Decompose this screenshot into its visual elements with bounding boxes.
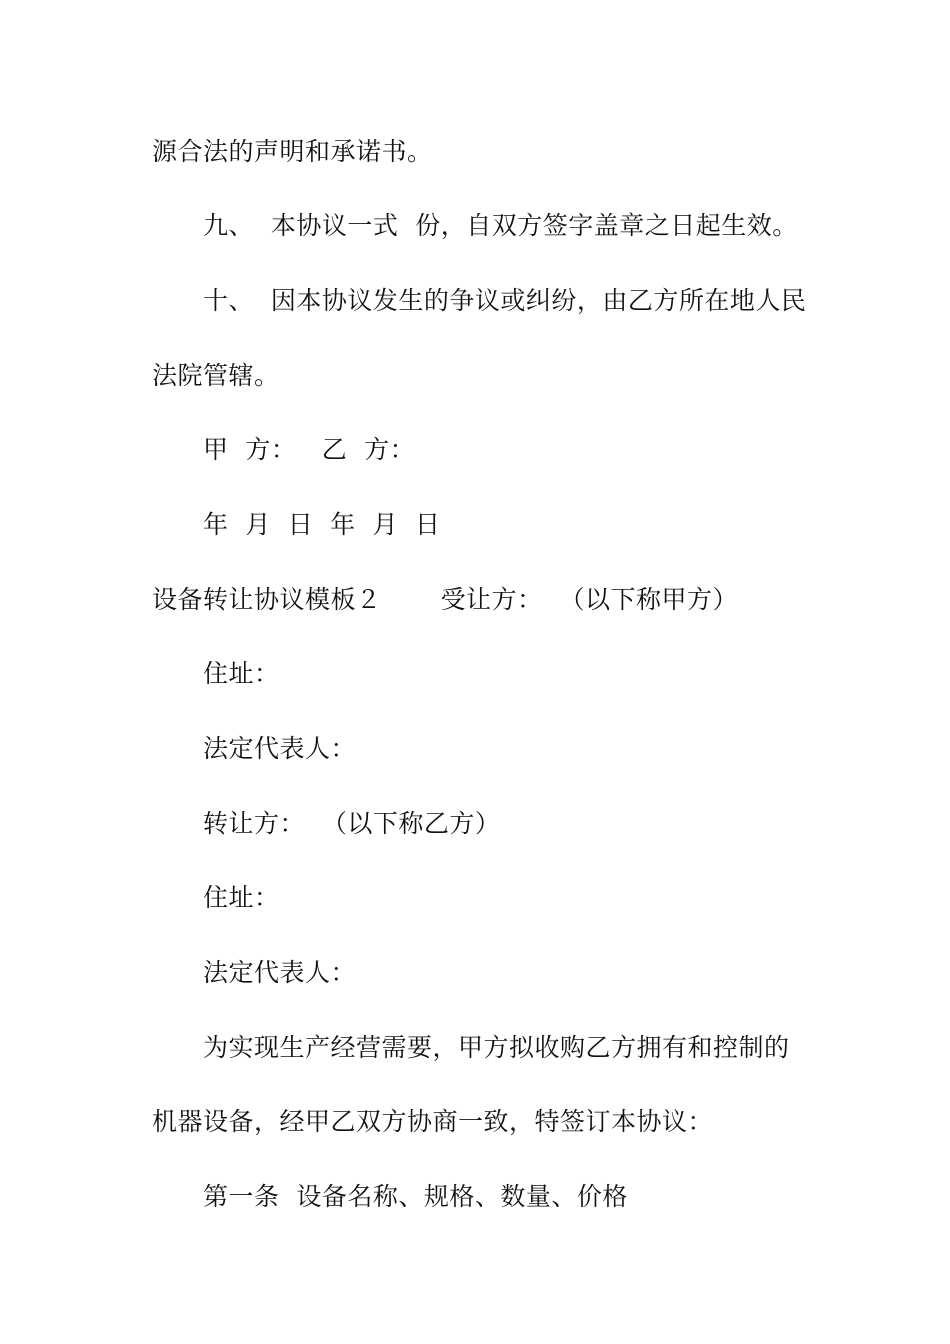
signature-parties-line: 甲 方： 乙 方： [203,435,416,464]
text-line: 为实现生产经营需要，甲方拟收购乙方拥有和控制的 [203,1033,790,1062]
text-line: 法定代表人： [203,734,357,763]
text-line: 机器设备，经甲乙双方协商一致，特签订本协议： [152,1107,714,1136]
text-line: 住址： [203,883,280,912]
text-line: 法院管辖。 [152,361,280,390]
text-line: 法定代表人： [203,958,357,987]
text-line: 转让方： （以下称乙方） [203,809,501,838]
text-line: 十、 因本协议发生的争议或纠纷，由乙方所在地人民 [203,286,807,315]
signature-date-line: 年 月 日 年 月 日 [203,510,441,539]
text-line: 源合法的声明和承诺书。 [152,137,433,166]
article-heading-line: 第一条 设备名称、规格、数量、价格 [203,1182,628,1211]
section-title-line: 设备转让协议模板２ 受让方： （以下称甲方） [152,585,739,614]
text-line: 九、 本协议一式 份，自双方签字盖章之日起生效。 [203,211,798,240]
text-line: 住址： [203,659,280,688]
